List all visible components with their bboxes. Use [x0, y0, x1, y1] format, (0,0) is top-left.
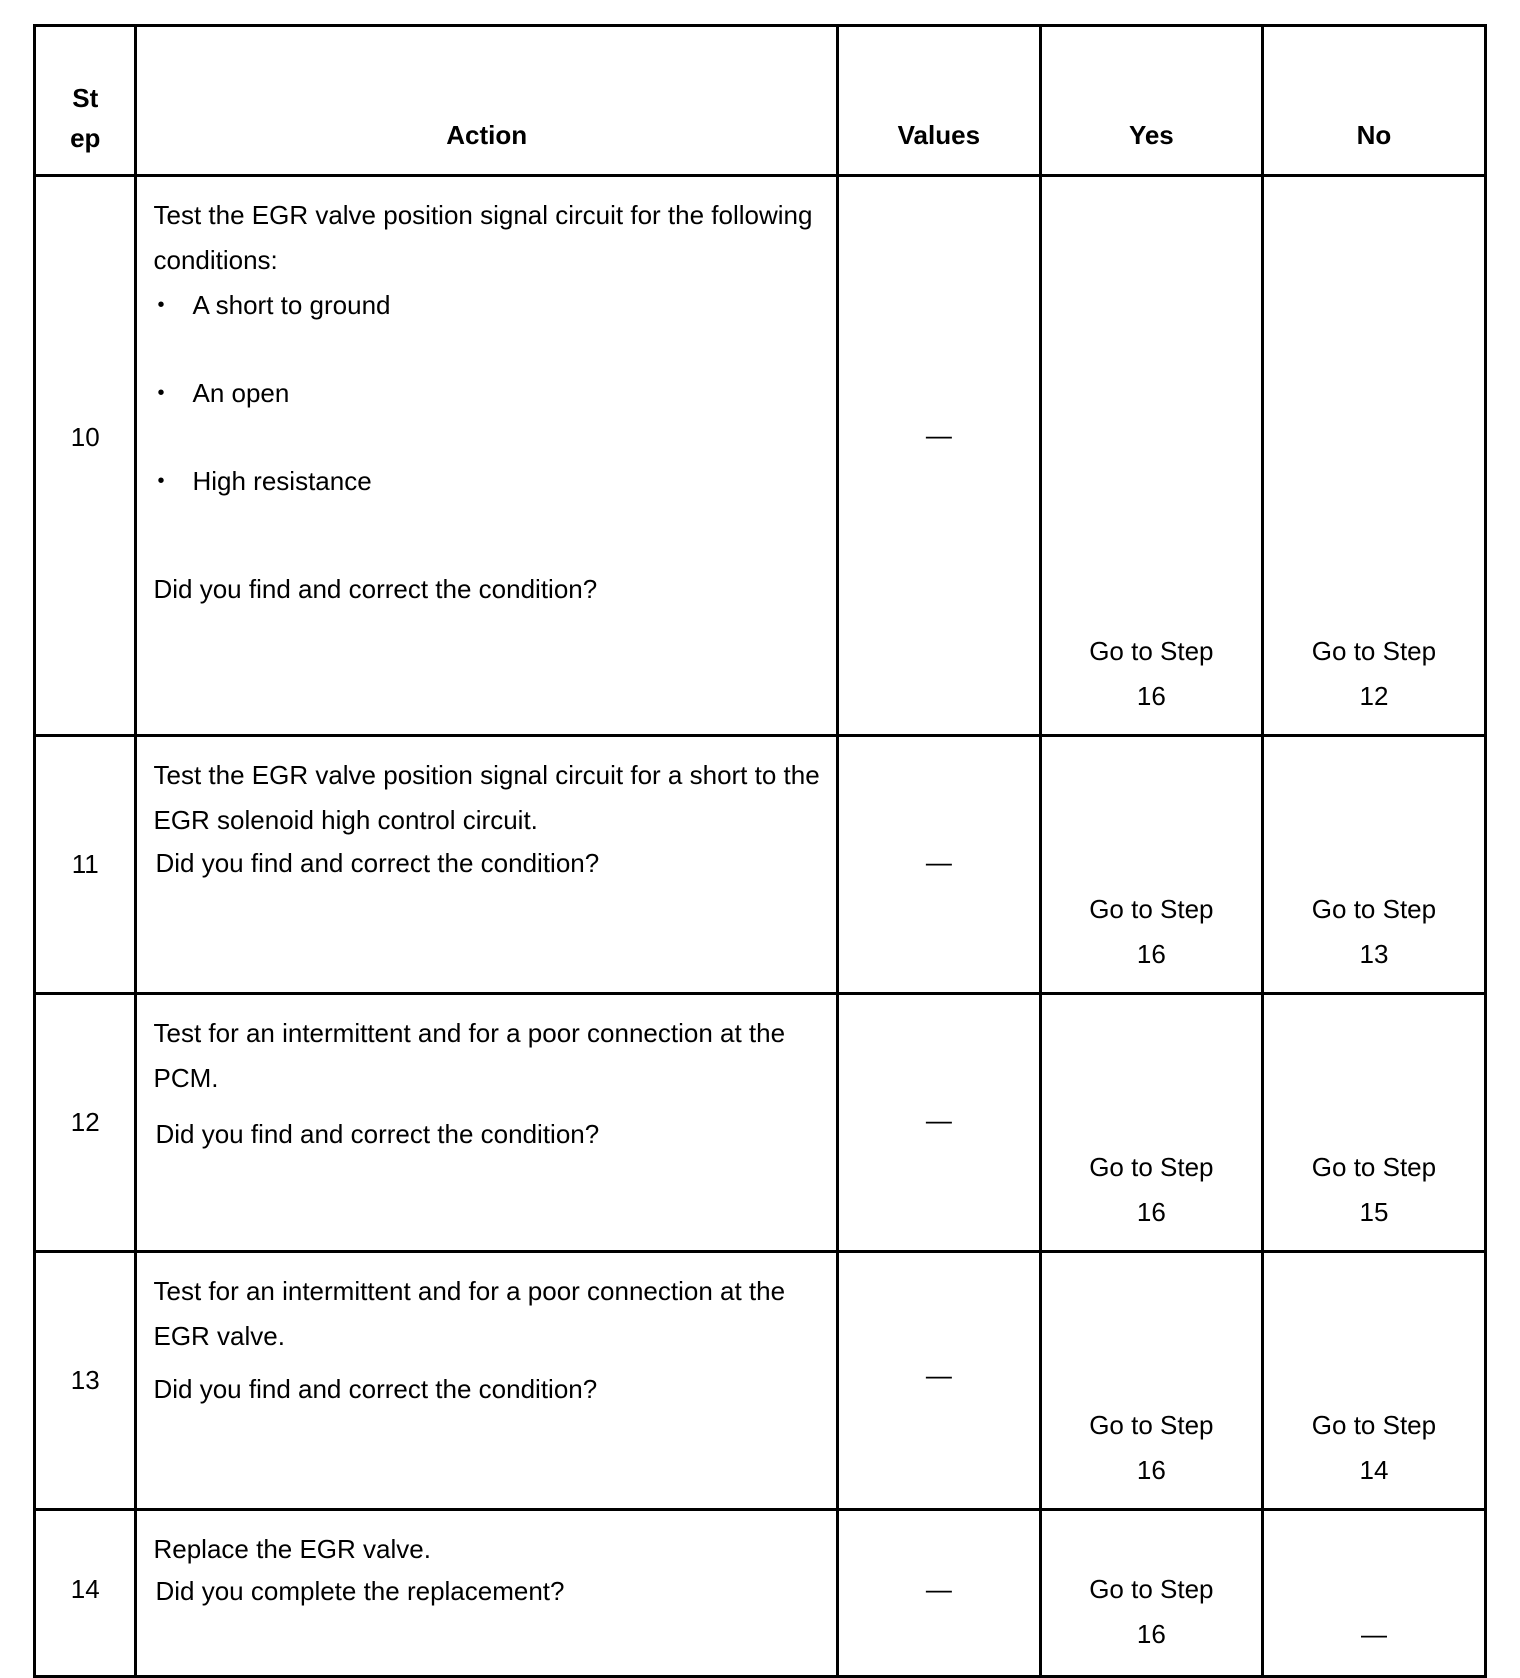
- values-dash: —: [925, 1105, 952, 1135]
- yes-cell: [1040, 994, 1262, 1252]
- list-item: • High resistance: [153, 459, 819, 504]
- header-action: Action: [136, 26, 837, 176]
- values-cell: [837, 994, 1040, 1252]
- yes-step-number: 16: [1136, 681, 1166, 711]
- step-number: 13: [70, 1365, 100, 1395]
- action-cell: [136, 1252, 837, 1510]
- step-cell: [35, 994, 136, 1252]
- yes-go-to-step: [1042, 629, 1261, 719]
- action-question: Did you find and correct the condition?: [155, 848, 600, 878]
- no-step-number: 13: [1359, 939, 1389, 969]
- no-go-to-step: [1264, 1403, 1484, 1493]
- condition-list: [153, 283, 819, 504]
- action-cell: [136, 176, 837, 736]
- no-go-to-step: [1264, 1145, 1484, 1235]
- step-number: 11: [71, 849, 99, 879]
- values-dash: —: [925, 1360, 952, 1390]
- yes-cell: [1040, 736, 1262, 994]
- action-cell: [136, 1510, 837, 1677]
- action-question: Did you complete the replacement?: [155, 1576, 565, 1606]
- action-question: Did you find and correct the condition?: [153, 1374, 598, 1404]
- no-dash: —: [1360, 1619, 1387, 1649]
- yes-go-to-label: Go to Step: [1089, 636, 1214, 666]
- no-go-to-label: Go to Step: [1311, 636, 1437, 666]
- no-go-to-step: [1264, 629, 1484, 719]
- yes-step-number: 16: [1136, 939, 1166, 969]
- action-intro: Test for an intermittent and for a poor connection at the PCM.: [153, 1018, 786, 1093]
- yes-cell: [1040, 1252, 1262, 1510]
- yes-cell: [1040, 176, 1262, 736]
- step-number: 10: [70, 422, 100, 452]
- yes-step-number: 16: [1136, 1619, 1166, 1649]
- step-number: 12: [70, 1107, 100, 1137]
- step-cell: [35, 736, 136, 994]
- action-question: Did you find and correct the condition?: [153, 574, 598, 604]
- table-row: [35, 176, 1486, 736]
- table-row: [35, 994, 1486, 1252]
- values-cell: [837, 1252, 1040, 1510]
- list-item: • An open: [153, 371, 819, 416]
- table-row: [35, 736, 1486, 994]
- action-intro: Test the EGR valve position signal circuit for a short to the EGR solenoid high control circuit.: [153, 760, 820, 835]
- action-cell: [136, 994, 837, 1252]
- values-dash: —: [925, 420, 952, 450]
- yes-go-to-step: [1042, 1403, 1261, 1493]
- yes-go-to-label: Go to Step: [1089, 1152, 1214, 1182]
- table-row: [35, 1510, 1486, 1677]
- action-intro: Test the EGR valve position signal circuit for the following conditions:: [153, 200, 813, 275]
- yes-go-to-label: Go to Step: [1089, 894, 1214, 924]
- header-step: [35, 26, 136, 176]
- no-cell: [1262, 1510, 1485, 1677]
- values-dash: —: [925, 847, 952, 877]
- step-cell: [35, 1252, 136, 1510]
- no-go-to-label: Go to Step: [1311, 894, 1437, 924]
- no-go-to-label: Go to Step: [1311, 1152, 1437, 1182]
- header-row: [35, 26, 1486, 176]
- action-question: Did you find and correct the condition?: [155, 1119, 600, 1149]
- no-cell: [1262, 1252, 1485, 1510]
- no-cell: [1262, 176, 1485, 736]
- no-go-to-label: Go to Step: [1311, 1410, 1437, 1440]
- action-intro: Replace the EGR valve.: [153, 1534, 431, 1564]
- step-number: 14: [70, 1574, 100, 1604]
- yes-step-number: 16: [1136, 1455, 1166, 1485]
- yes-go-to-step: [1042, 1567, 1261, 1657]
- no-go-to-step: [1264, 887, 1484, 977]
- header-step-line2: ep: [70, 123, 101, 153]
- no-cell: [1262, 994, 1485, 1252]
- yes-cell: [1040, 1510, 1262, 1677]
- header-step-line1: St: [72, 83, 99, 113]
- diagnostic-table: [33, 24, 1487, 1678]
- no-cell: [1262, 736, 1485, 994]
- action-cell: [136, 736, 837, 994]
- yes-go-to-label: Go to Step: [1089, 1410, 1214, 1440]
- header-no: No: [1262, 26, 1485, 176]
- header-values: Values: [837, 26, 1040, 176]
- values-dash: —: [925, 1574, 952, 1604]
- table-row: [35, 1252, 1486, 1510]
- no-step-number: 12: [1359, 681, 1389, 711]
- values-cell: [837, 176, 1040, 736]
- step-cell: [35, 1510, 136, 1677]
- header-yes: Yes: [1040, 26, 1262, 176]
- list-item: • A short to ground: [153, 283, 819, 328]
- values-cell: [837, 1510, 1040, 1677]
- yes-go-to-step: [1042, 1145, 1261, 1235]
- yes-go-to-step: [1042, 887, 1261, 977]
- no-step-number: 15: [1359, 1197, 1389, 1227]
- yes-go-to-label: Go to Step: [1089, 1574, 1214, 1604]
- yes-step-number: 16: [1136, 1197, 1166, 1227]
- no-step-number: 14: [1359, 1455, 1389, 1485]
- action-intro: Test for an intermittent and for a poor connection at the EGR valve.: [153, 1276, 786, 1351]
- step-cell: [35, 176, 136, 736]
- values-cell: [837, 736, 1040, 994]
